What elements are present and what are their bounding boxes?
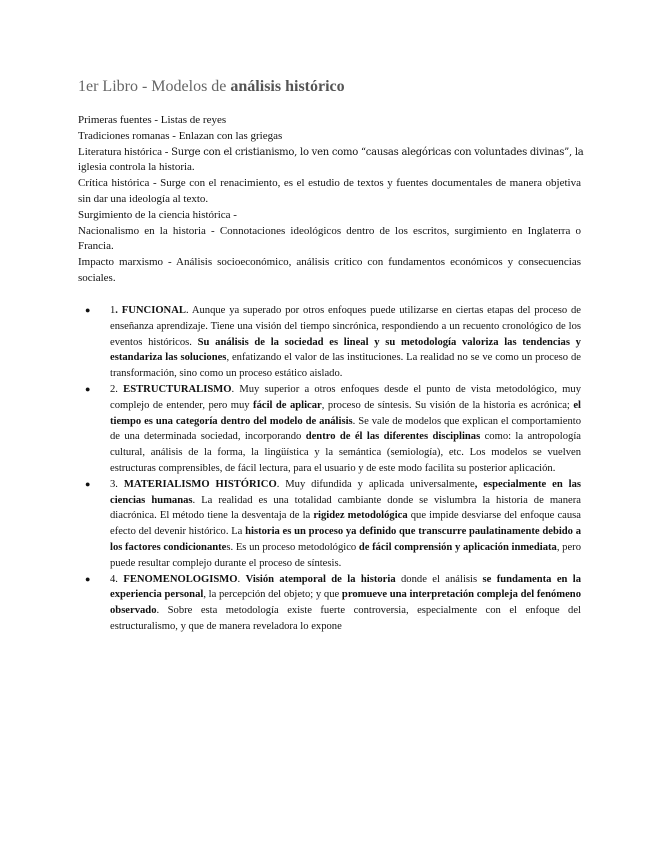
list-item (78, 477, 581, 572)
bullet-icon: ● (85, 478, 91, 489)
body-text: , proceso de síntesis. Su visión de la historia es acrónica; (321, 399, 574, 411)
intro-line: Crítica histórica - Surge con el renacimiento, es el estudio de textos y fuentes documentales de manera objetiva sin dar una ideología al texto. (78, 177, 581, 205)
bold-text: dentro de él las diferentes disciplinas (305, 431, 481, 443)
body-text: . La realidad es una totalidad cambiante donde se vislumbra la historia de manera diacrónica. El método tiene la desventaja de la (110, 494, 581, 522)
bullet-icon: ● (85, 305, 91, 315)
body-text: donde el análisis (395, 573, 483, 585)
bold-text: Visión atemporal de la historia (245, 573, 396, 585)
document-title (78, 78, 345, 96)
bold-text: Su análisis de la sociedad es lineal y su metodología valoriza las tendencias y estandariza las soluciones (110, 336, 581, 364)
body-text: . Muy difundida y aplicada universalmente (276, 478, 475, 490)
intro-line-label: Literatura histórica - (78, 145, 172, 158)
body-text: , enfatizando el valor de las instituciones. La realidad no se ve como un proceso de transformación, sino como un proceso estático aislado. (110, 352, 581, 380)
bold-text: rigidez metodológica (313, 510, 408, 522)
intro-section (78, 113, 584, 287)
body-text: , la percepción del objeto; y que (203, 589, 342, 601)
body-text: como: la antropología cultural, análisis de la forma, la lingüística y la semántica (semiología), etc. Los modelos se vuelven estructuras comprensibles, de fácil lectura, para el usuario y de este modo facilita su posterior aplicación. (110, 431, 581, 474)
body-text: , pero puede resultar complejo durante el proceso de síntesis. (110, 541, 582, 569)
intro-line-body: Surge con el cristianismo, lo ven como “causas alegóricas con voluntades divinas”, la (171, 146, 584, 158)
body-text: . (237, 573, 246, 585)
intro-line (78, 145, 584, 161)
bold-text: fácil de aplicar (253, 399, 322, 411)
bold-text: FENOMENOLOGISMO (123, 573, 238, 585)
bold-text: el tiempo es una categoría dentro del modelo de análisis (110, 399, 581, 427)
body-text: . Sobre esta metodología existe fuerte controversia, especialmente con el enfoque del estructuralismo, y que de manera reveladora lo expone (110, 605, 581, 632)
bullet-icon: ● (85, 573, 91, 584)
bold-text: ESTRUCTURALISMO (123, 383, 232, 395)
body-text: . Muy superior a otros enfoques desde el punto de vista metodológico, muy complejo de entender, pero muy (110, 383, 582, 411)
body-text: s. Es un proceso metodológico (226, 541, 359, 553)
bullet-icon: ● (85, 383, 91, 394)
bold-text: de fácil comprensión y aplicación inmediata (358, 541, 557, 553)
body-text: 4. (110, 573, 124, 585)
bold-text: MATERIALISMO HISTÓRICO (123, 478, 277, 490)
intro-line: Tradiciones romanas - Enlazan con las griegas (78, 129, 283, 142)
intro-line: Impacto marxismo - Análisis socioeconómico, análisis crítico con fundamentos económicos y consecuencias sociales. (78, 256, 581, 284)
bold-text: promueve una interpretación compleja del fenómeno observado (110, 589, 581, 617)
list-item (78, 303, 581, 382)
title-plain: 1er Libro - Modelos de (78, 78, 231, 95)
body-text: . Aunque ya superado por otros enfoques puede utilizarse en ciertas etapas del proceso de enseñanza aprendizaje. Tiene una visión del tiempo sincrónica, respondiendo a un recuento cronológico de los eventos históricos. (110, 305, 582, 348)
models-list (78, 303, 581, 635)
bold-text: historia es un proceso ya definido que transcurre paulatinamente debido a los factores condicionante (110, 526, 581, 553)
bold-text: se fundamenta en la experiencia personal (110, 573, 582, 601)
intro-line: Nacionalismo en la historia - Connotaciones ideológicos dentro de los escritos, surgimiento en Inglaterra o Francia. (78, 224, 581, 253)
body-text: . Se vale de modelos que explican el comportamiento de una determinada sociedad, incorporando (110, 415, 581, 443)
body-text: 3. (110, 478, 124, 490)
body-text: 1 (110, 305, 116, 316)
bold-text: , especialmente en las ciencias humanas (110, 478, 581, 506)
title-bold: análisis histórico (230, 78, 345, 95)
bold-text: . FUNCIONAL (115, 305, 186, 316)
list-item (78, 572, 581, 635)
list-item (78, 382, 581, 477)
intro-line: Surgimiento de la ciencia histórica - (78, 208, 237, 221)
body-text: que impide desviarse del enfoque causa efecto del devenir histórico. La (110, 510, 581, 538)
intro-line: iglesia controla la historia. (78, 161, 195, 174)
intro-line: Primeras fuentes - Listas de reyes (78, 114, 227, 126)
body-text: 2. (110, 383, 124, 395)
